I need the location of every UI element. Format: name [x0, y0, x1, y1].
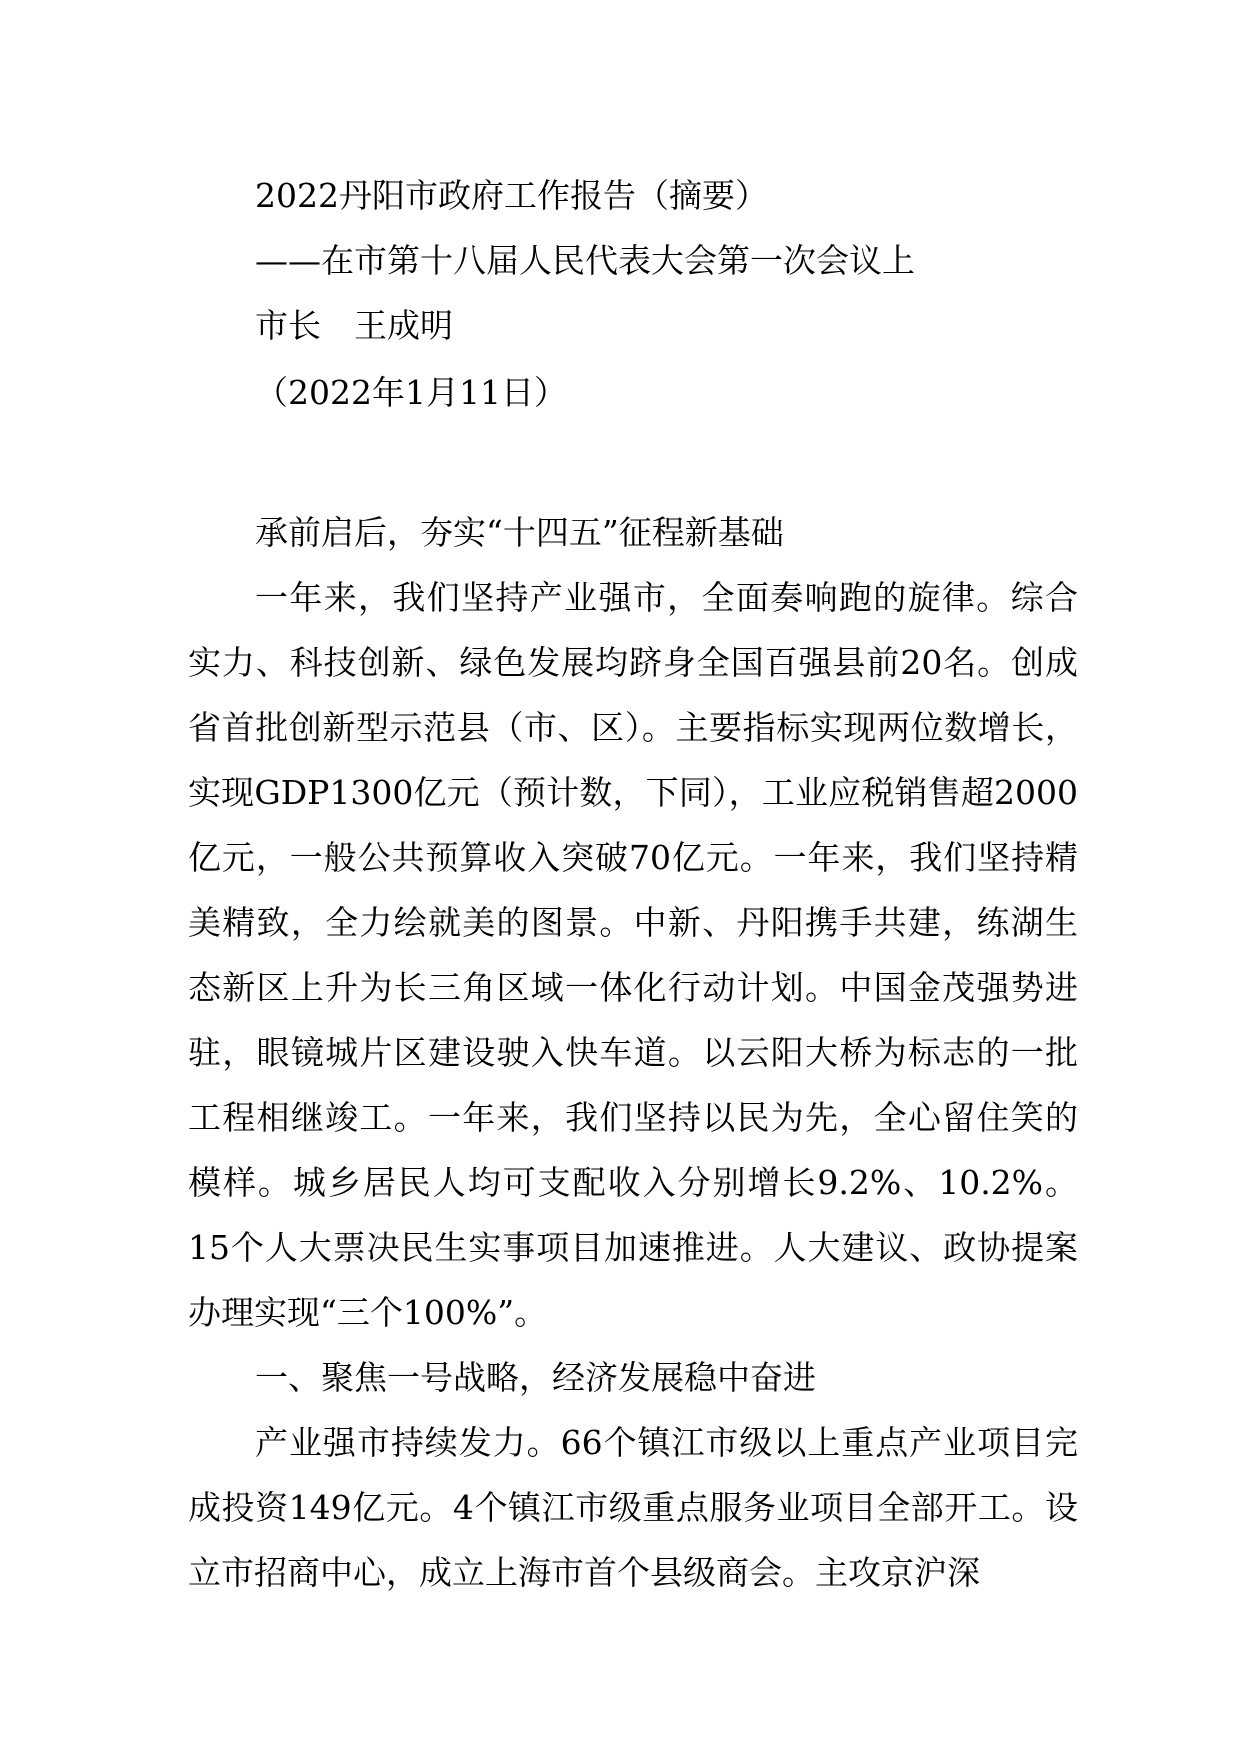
section-heading-economy: 一、聚焦一号战略，经济发展稳中奋进	[255, 1358, 816, 1397]
body-paragraph-review: 一年来，我们坚持产业强市，全面奏响跑的旋律。综合实力、科技创新、绿色发展均跻身全国百强县前20名。创成省首批创新型示范县（市、区）。主要指标实现两位数增长，实现GDP1300亿元（预计数，下同），工业应税销售超2000亿元，一般公共预算收入突破70亿元。一年来，我们坚持精美精致，全力绘就美的图景。中新、丹阳携手共建，练湖生态新区上升为长三角区域一体化行动计划。中国金茂强势进驻，眼镜城片区建设驶入快车道。以云阳大桥为标志的一批工程相继竣工。一年来，我们坚持以民为先，全心留住笑的模样。城乡居民人均可支配收入分别增长9.2%、10.2%。15个人大票决民生实事项目加速推进。人大建议、政协提案办理实现“三个100%”。	[188, 578, 1078, 1332]
report-author: 市长 王成明	[255, 306, 453, 345]
report-date: （2022年1月11日）	[255, 373, 567, 412]
body-paragraph-economy: 产业强市持续发力。66个镇江市级以上重点产业项目完成投资149亿元。4个镇江市级重点服务业项目全部开工。设立市招商中心，成立上海市首个县级商会。主攻京沪深	[188, 1423, 1078, 1592]
section-heading-review: 承前启后，夯实“十四五”征程新基础	[255, 513, 784, 552]
report-title: 2022丹阳市政府工作报告（摘要）	[255, 176, 768, 215]
report-subtitle: ——在市第十八届人民代表大会第一次会议上	[255, 241, 915, 280]
report-body	[188, 500, 1078, 1605]
